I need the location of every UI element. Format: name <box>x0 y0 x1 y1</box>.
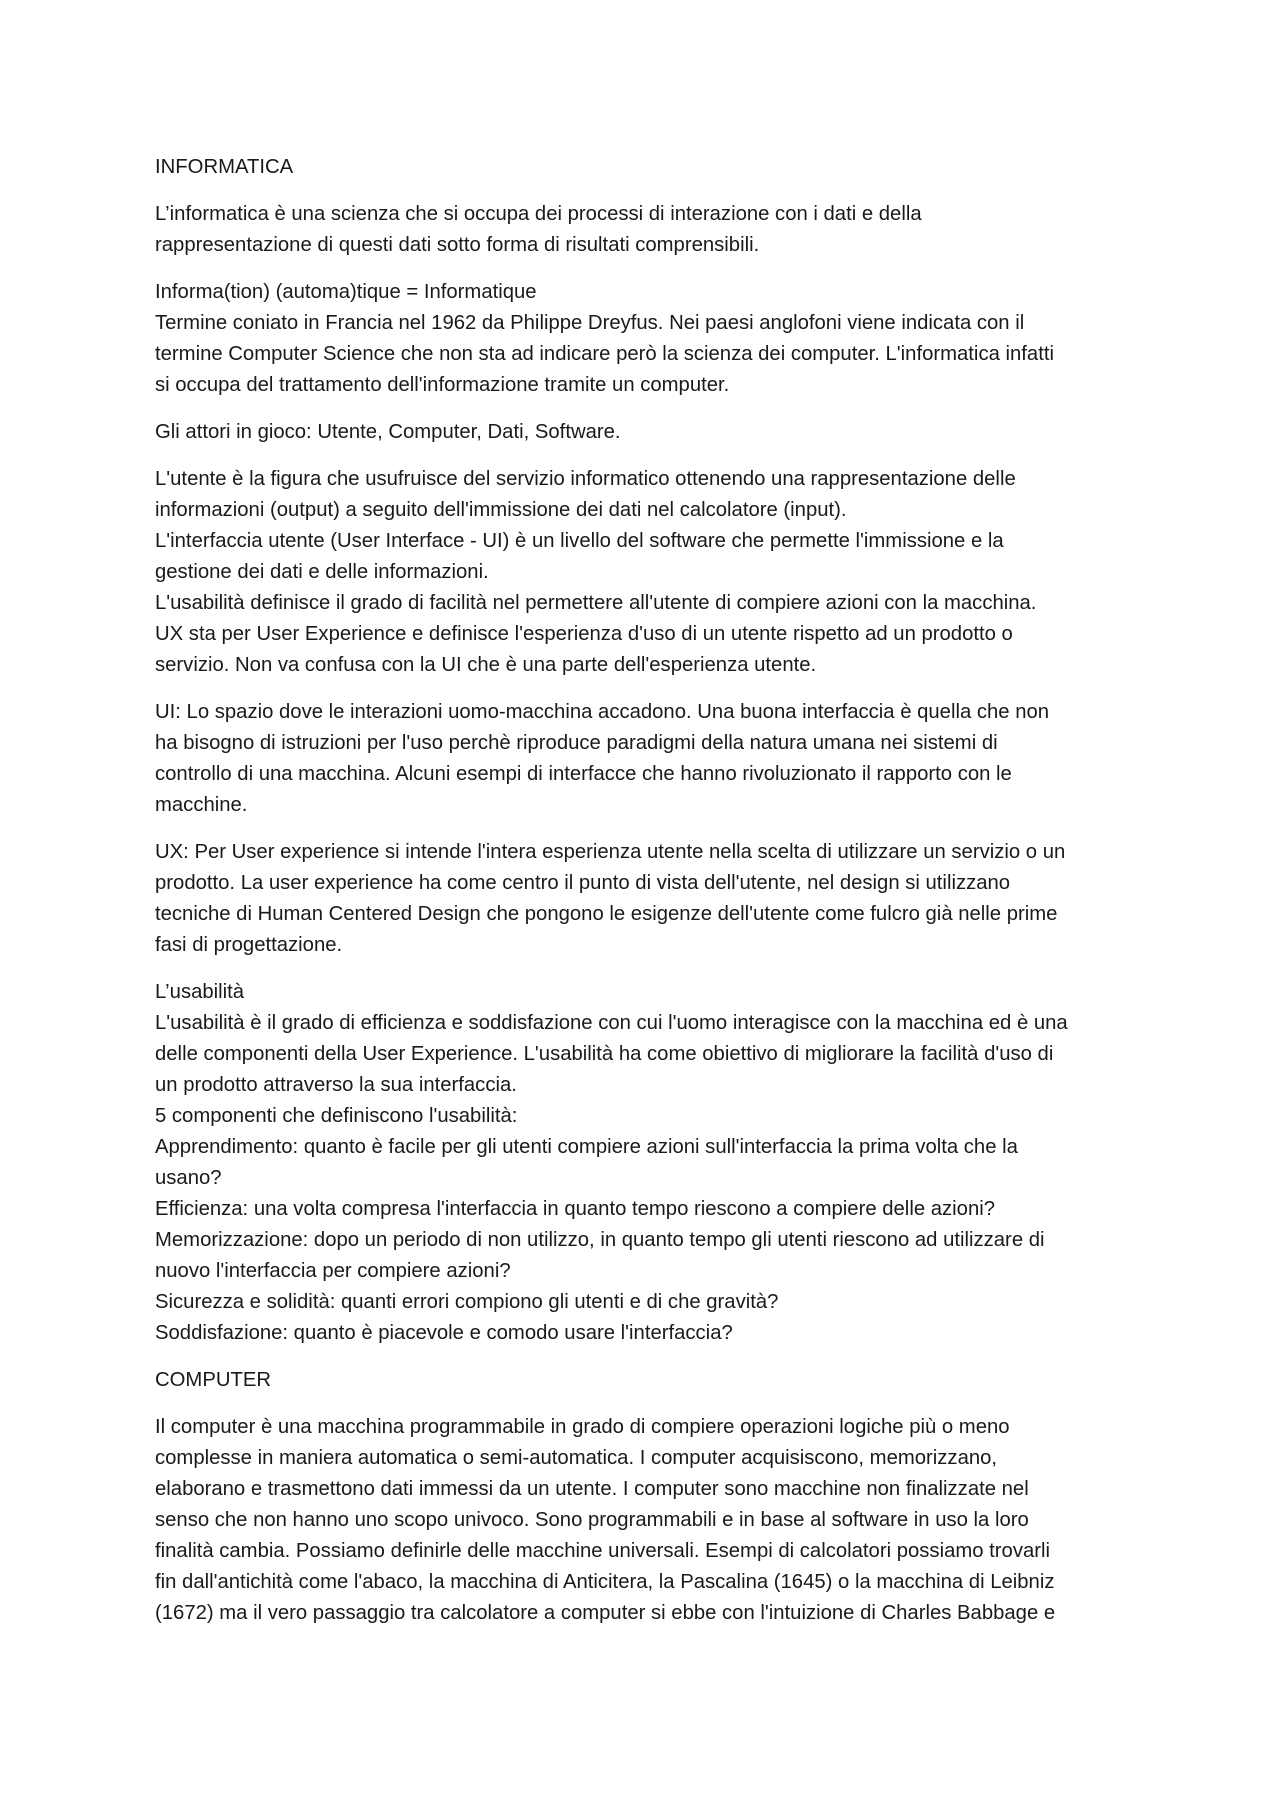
text-line: Informa(tion) (automa)tique = Informatique <box>155 281 537 303</box>
text-line: tecniche di Human Centered Design che pongono le esigenze dell'utente come fulcro già nelle prime <box>155 903 1058 925</box>
text-line: Termine coniato in Francia nel 1962 da Philippe Dreyfus. Nei paesi anglofoni viene indicata con il <box>155 312 1025 334</box>
text-line: (1672) ma il vero passaggio tra calcolatore a computer si ebbe con l'intuizione di Charles Babbage e <box>155 1602 1056 1624</box>
text-line: L'utente è la figura che usufruisce del servizio informatico ottenendo una rappresentazione delle <box>155 468 1016 490</box>
text-line: Gli attori in gioco: Utente, Computer, Dati, Software. <box>155 421 621 443</box>
text-line: UX sta per User Experience e definisce l'esperienza d'uso di un utente rispetto ad un prodotto o <box>155 623 1013 645</box>
text-line: L'interfaccia utente (User Interface - UI) è un livello del software che permette l'immissione e la <box>155 530 1004 552</box>
text-line: complesse in maniera automatica o semi-automatica. I computer acquisiscono, memorizzano, <box>155 1447 998 1469</box>
text-line: L’informatica è una scienza che si occupa dei processi di interazione con i dati e della <box>155 203 922 225</box>
text-line: servizio. Non va confusa con la UI che è una parte dell'esperienza utente. <box>155 654 817 676</box>
document-page <box>155 152 1140 1645</box>
paragraph <box>155 837 1140 961</box>
text-line: Efficienza: una volta compresa l'interfaccia in quanto tempo riescono a compiere delle azioni? <box>155 1198 996 1220</box>
text-line: Memorizzazione: dopo un periodo di non utilizzo, in quanto tempo gli utenti riescono ad utilizzare di <box>155 1229 1045 1251</box>
paragraph <box>155 1365 1140 1396</box>
text-line: fasi di progettazione. <box>155 934 343 956</box>
text-line: L'usabilità definisce il grado di facilità nel permettere all'utente di compiere azioni con la macchina. <box>155 592 1037 614</box>
text-line: L’usabilità <box>155 981 245 1003</box>
text-line: delle componenti della User Experience. L'usabilità ha come obiettivo di migliorare la facilità d'uso di <box>155 1043 1054 1065</box>
text-line: prodotto. La user experience ha come centro il punto di vista dell'utente, nel design si utilizzano <box>155 872 1011 894</box>
paragraph <box>155 697 1140 821</box>
text-line: L'usabilità è il grado di efficienza e soddisfazione con cui l'uomo interagisce con la macchina ed è una <box>155 1012 1068 1034</box>
text-line: senso che non hanno uno scopo univoco. Sono programmabili e in base al software in uso la loro <box>155 1509 1029 1531</box>
text-line: INFORMATICA <box>155 156 294 178</box>
text-line: Il computer è una macchina programmabile in grado di compiere operazioni logiche più o meno <box>155 1416 1010 1438</box>
paragraph <box>155 417 1140 448</box>
paragraph <box>155 464 1140 681</box>
text-line: ha bisogno di istruzioni per l'uso perchè riproduce paradigmi della natura umana nei sistemi di <box>155 732 998 754</box>
text-line: un prodotto attraverso la sua interfaccia. <box>155 1074 517 1096</box>
text-line: nuovo l'interfaccia per compiere azioni? <box>155 1260 511 1282</box>
paragraph <box>155 152 1140 183</box>
text-line: COMPUTER <box>155 1369 272 1391</box>
text-line: Sicurezza e solidità: quanti errori compiono gli utenti e di che gravità? <box>155 1291 779 1313</box>
text-line: rappresentazione di questi dati sotto forma di risultati comprensibili. <box>155 234 760 256</box>
text-line: Apprendimento: quanto è facile per gli utenti compiere azioni sull'interfaccia la prima volta che la <box>155 1136 1018 1158</box>
text-line: gestione dei dati e delle informazioni. <box>155 561 489 583</box>
text-line: macchine. <box>155 794 248 816</box>
paragraph <box>155 277 1140 401</box>
text-line: fin dall'antichità come l'abaco, la macchina di Anticitera, la Pascalina (1645) o la macchina di Leibniz <box>155 1571 1055 1593</box>
text-line: UI: Lo spazio dove le interazioni uomo-macchina accadono. Una buona interfaccia è quella che non <box>155 701 1050 723</box>
text-line: finalità cambia. Possiamo definirle delle macchine universali. Esempi di calcolatori possiamo trovarli <box>155 1540 1051 1562</box>
text-line: elaborano e trasmettono dati immessi da un utente. I computer sono macchine non finalizzate nel <box>155 1478 1029 1500</box>
text-line: informazioni (output) a seguito dell'immissione dei dati nel calcolatore (input). <box>155 499 847 521</box>
text-line: UX: Per User experience si intende l'intera esperienza utente nella scelta di utilizzare un servizio o un <box>155 841 1066 863</box>
paragraph <box>155 977 1140 1349</box>
text-line: usano? <box>155 1167 222 1189</box>
text-line: termine Computer Science che non sta ad indicare però la scienza dei computer. L'informatica infatti <box>155 343 1054 365</box>
paragraph <box>155 1412 1140 1629</box>
paragraph <box>155 199 1140 261</box>
text-line: controllo di una macchina. Alcuni esempi di interfacce che hanno rivoluzionato il rapporto con le <box>155 763 1012 785</box>
text-line: 5 componenti che definiscono l'usabilità: <box>155 1105 518 1127</box>
text-line: si occupa del trattamento dell'informazione tramite un computer. <box>155 374 730 396</box>
text-line: Soddisfazione: quanto è piacevole e comodo usare l'interfaccia? <box>155 1322 733 1344</box>
